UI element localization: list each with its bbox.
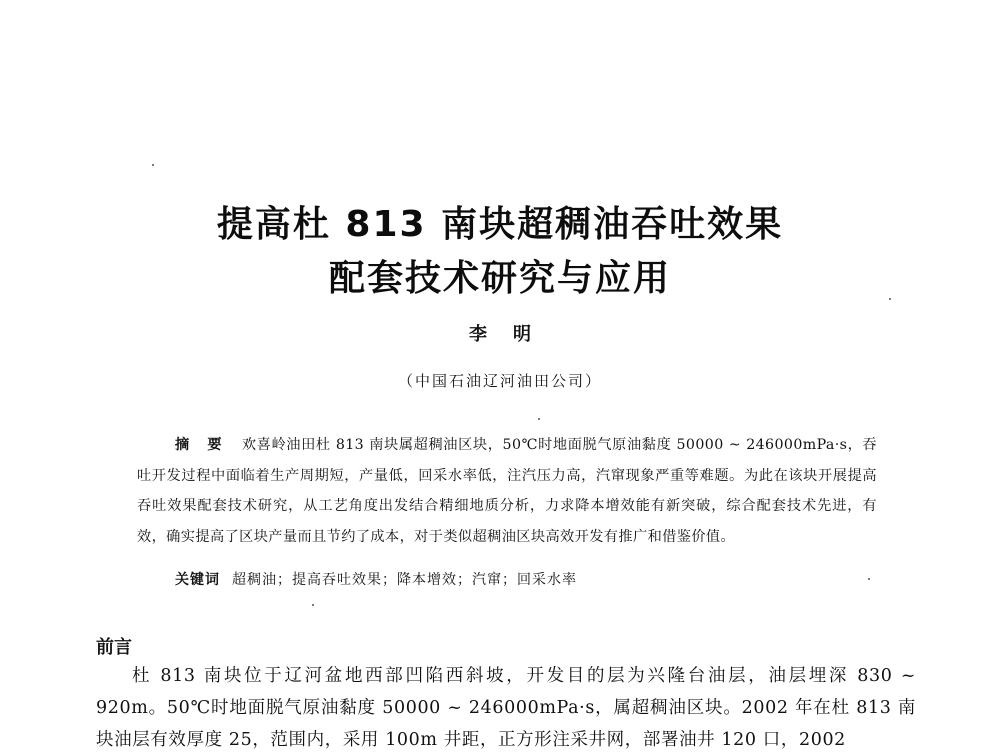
scan-speck — [152, 164, 154, 166]
keywords-line — [175, 569, 577, 589]
scan-speck — [538, 418, 540, 420]
scan-speck — [312, 604, 314, 606]
paper-title-line-1: 提高杜 813 南块超稠油吞吐效果 — [216, 204, 784, 245]
paper-title-line-2: 配套技术研究与应用 — [328, 258, 671, 299]
abstract-paragraph — [137, 430, 877, 552]
keywords-label: 关键词 — [175, 572, 220, 588]
scan-speck — [889, 298, 891, 300]
keywords-text: 超稠油；提高吞吐效果；降本增效；汽窜；回采水率 — [232, 572, 577, 588]
abstract-label: 摘要 — [175, 437, 240, 453]
author-affiliation: （中国石油辽河油田公司） — [397, 372, 602, 390]
section-heading-preface: 前言 — [96, 637, 132, 658]
scan-speck — [868, 578, 870, 580]
body-paragraph: 杜 813 南块位于辽河盆地西部凹陷西斜坡，开发目的层为兴隆台油层，油层埋深 830 ~ 920m。50℃时地面脱气原油黏度 50000 ~ 246000mPa·s，属超稠油区块。2002 年在杜 813 南块油层有效厚度 25，范围内，采用 100m 井距，正方形注采井网，部署油井 120 口，2002 — [96, 666, 916, 750]
abstract-text: 欢喜岭油田杜 813 南块属超稠油区块，50℃时地面脱气原油黏度 50000 ~ 246000mPa·s，吞吐开发过程中面临着生产周期短，产量低，回采水率低，注汽压力高，汽窜现象严重等难题。为此在该块开展提高吞吐效果配套技术研究，从工艺角度出发结合精细地质分析，力求降本增效能有新突破，综合配套技术先进，有效，确实提高了区块产量而且节约了成本，对于类似超稠油区块高效开发有推广和借鉴价值。 — [137, 437, 877, 545]
author-name: 李明 — [469, 324, 557, 345]
